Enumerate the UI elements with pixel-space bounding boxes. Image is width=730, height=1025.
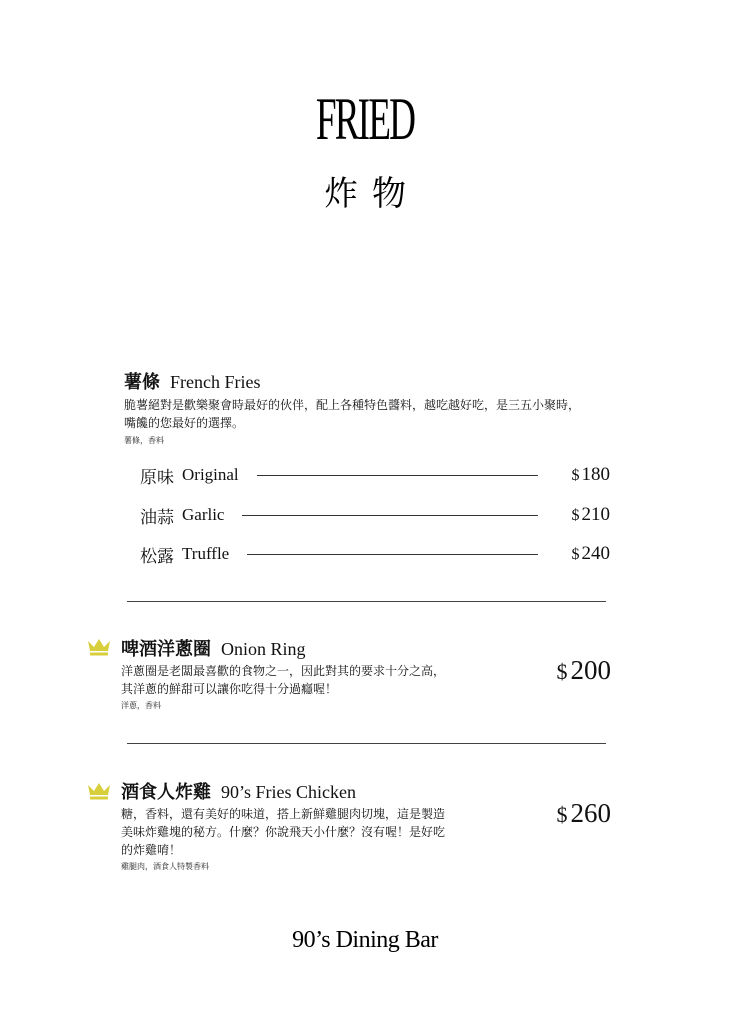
variant-name-zh: 油蒜	[140, 507, 174, 528]
section-divider	[127, 743, 606, 744]
page-title-en: FRIED	[315, 86, 415, 152]
variant-name-en: Truffle	[182, 544, 230, 563]
description-line: 嘴饞的您最好的選擇。	[124, 416, 245, 430]
section-divider	[127, 601, 606, 602]
item-ingredients: 薯條，香料	[124, 436, 164, 445]
leader-line	[247, 554, 538, 555]
variant-name-en: Garlic	[182, 505, 225, 524]
leader-line	[257, 475, 538, 476]
description-line: 脆薯絕對是歡樂聚會時最好的伙伴，配上各種特色醬料，越吃越好吃，是三五小聚時，	[124, 398, 581, 412]
description-line: 洋蔥圈是老闆最喜歡的食物之一，因此對其的要求十分之高，	[121, 664, 446, 678]
item-description	[121, 805, 445, 859]
item-name-zh: 酒食人炸雞	[121, 782, 211, 803]
item-price: $ 260	[556, 798, 611, 828]
variant-row-garlic	[140, 503, 610, 527]
variant-name-zh: 原味	[140, 467, 174, 488]
item-name-en: Onion Ring	[221, 639, 306, 659]
variant-row-truffle	[140, 542, 610, 566]
variant-price: $ 240	[571, 543, 610, 564]
item-name-zh: 薯條	[124, 372, 160, 393]
variant-price: $ 180	[571, 464, 610, 485]
variant-name-zh: 松露	[140, 546, 174, 567]
menu-item-onion-ring	[121, 635, 306, 661]
item-name-zh: 啤酒洋蔥圈	[121, 639, 211, 660]
menu-item-fries-chicken	[121, 778, 356, 804]
crown-icon	[87, 638, 111, 656]
description-line: 的炸雞唷！	[121, 843, 182, 857]
description-line: 糖，香料，還有美好的味道，搭上新鮮雞腿肉切塊，這是製造	[121, 807, 446, 821]
variant-name-en: Original	[182, 465, 239, 484]
leader-line	[242, 515, 538, 516]
item-name-en: 90’s Fries Chicken	[221, 782, 356, 802]
item-description	[124, 396, 580, 432]
description-line: 其洋蔥的鮮甜可以讓你吃得十分過癮喔！	[121, 682, 338, 696]
page-title-zh: 炸物	[324, 174, 420, 214]
item-description	[121, 662, 445, 698]
item-ingredients: 洋蔥，香料	[121, 701, 161, 710]
item-ingredients: 雞腿肉，酒食人特製香料	[121, 862, 209, 871]
crown-icon	[87, 782, 111, 800]
description-line: 美味炸雞塊的秘方。什麼？你說飛天小什麼？沒有喔！是好吃	[121, 825, 446, 839]
variant-row-original	[140, 463, 610, 487]
brand-footer: 90’s Dining Bar	[292, 927, 438, 953]
item-name-en: French Fries	[170, 372, 261, 392]
item-price: $ 200	[556, 655, 611, 685]
variant-price: $ 210	[571, 504, 610, 525]
menu-item-french-fries	[124, 368, 260, 394]
